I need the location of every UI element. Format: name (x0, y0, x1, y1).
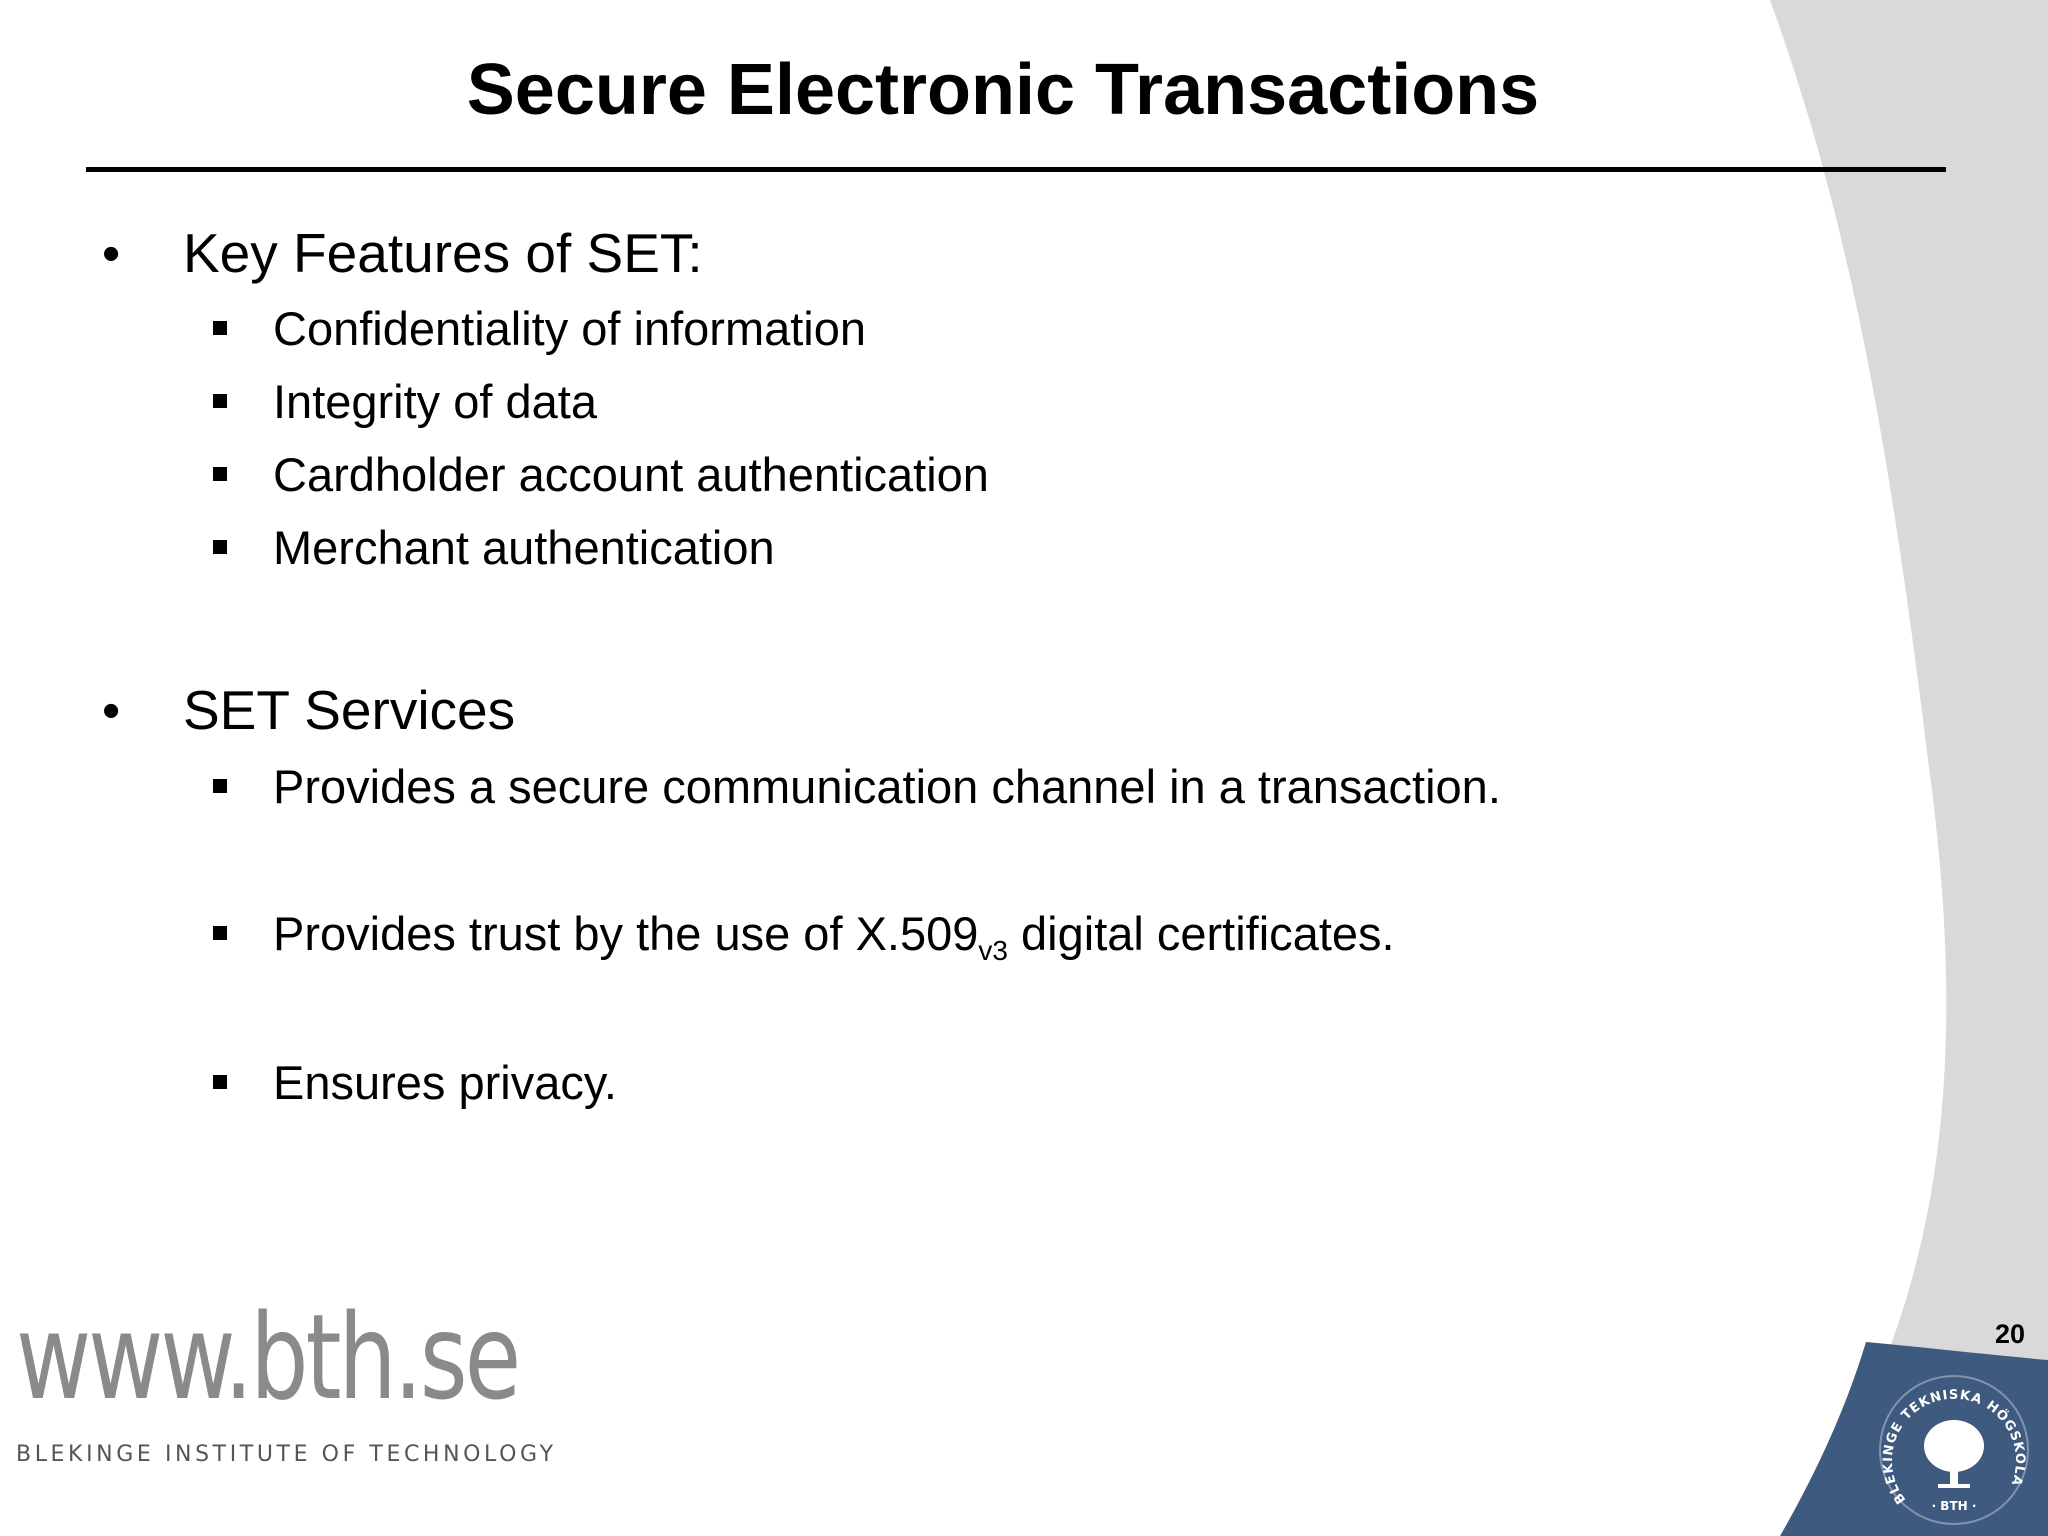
list-item-text: Provides trust by the use of X.509 (273, 907, 979, 960)
gray-swoosh-decoration (1770, 0, 2048, 1536)
seal-abbrev: · BTH · (1931, 1499, 1977, 1513)
section-heading-set-services: SET Services (183, 679, 516, 741)
slide-title: Secure Electronic Transactions (466, 50, 1540, 130)
list-item (273, 906, 1395, 966)
version-subscript: v3 (978, 935, 1008, 966)
list-item: Confidentiality of information (273, 302, 867, 355)
seal-tree-emblem (1924, 1420, 1984, 1488)
title-divider (86, 167, 1946, 172)
bullet-icon: • (102, 682, 121, 740)
list-item: Ensures privacy. (273, 1056, 617, 1109)
bullet-icon: • (102, 225, 121, 283)
square-bullet-icon (213, 926, 227, 940)
list-item-text: digital certificates. (1007, 907, 1395, 960)
list-item: Integrity of data (273, 375, 597, 428)
square-bullet-icon (213, 779, 227, 793)
bth-logo-url: www.bth.se (16, 1288, 519, 1426)
seal-ring-text: BLEKINGE TEKNISKA HÖGSKOLA (1880, 1387, 2028, 1507)
square-bullet-icon (213, 321, 227, 335)
list-item: Cardholder account authentication (273, 448, 989, 501)
page-number: 20 (1994, 1319, 2025, 1349)
section-heading-key-features: Key Features of SET: (183, 222, 703, 284)
square-bullet-icon (213, 394, 227, 408)
university-seal-icon (1866, 1360, 2042, 1536)
list-item: Provides a secure communication channel in a transaction. (273, 760, 1501, 813)
square-bullet-icon (213, 467, 227, 481)
list-item: Merchant authentication (273, 521, 775, 574)
square-bullet-icon (213, 1075, 227, 1089)
square-bullet-icon (213, 540, 227, 554)
bth-logo-subtitle: BLEKINGE INSTITUTE OF TECHNOLOGY (16, 1442, 557, 1467)
